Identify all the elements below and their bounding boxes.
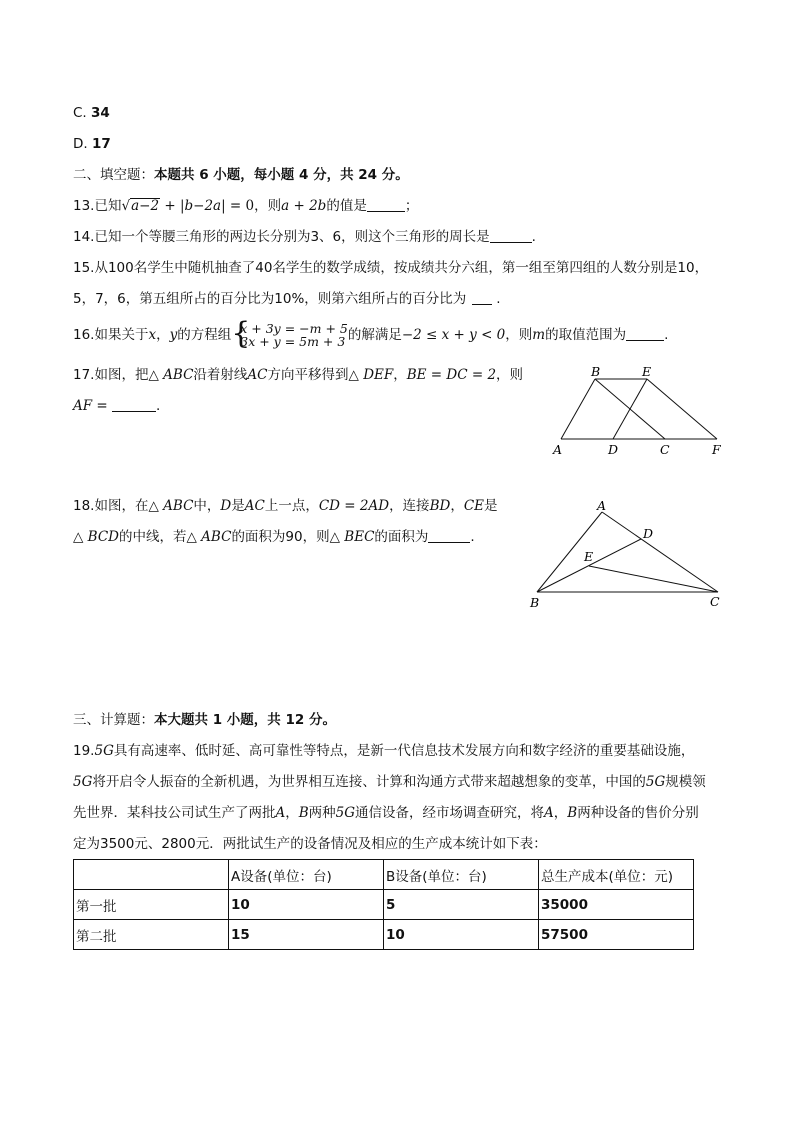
table-header-cell	[74, 860, 229, 890]
q17-condition: BE = DC = 2	[406, 367, 497, 383]
q14-answer-blank[interactable]	[490, 228, 532, 243]
question-19-line1	[73, 742, 694, 760]
q17-figure	[550, 362, 730, 460]
q16-text4: ，则	[505, 327, 533, 343]
q17-answer-blank[interactable]	[112, 397, 156, 412]
table-cell: 第一批	[74, 890, 229, 920]
q16-m: m	[532, 327, 546, 343]
q19-number: 19.	[73, 743, 95, 759]
table-row	[74, 890, 694, 920]
q16-end: .	[664, 327, 669, 343]
q19-5g-a: 5G	[94, 743, 114, 759]
q17-label-b: B	[591, 364, 601, 379]
table-row	[74, 920, 694, 950]
section3-desc: 本大题共 1 小题，共 12 分。	[154, 712, 336, 728]
q18-text3: 是	[231, 498, 245, 514]
q19-var-b1: B	[298, 805, 309, 821]
q18-text1: 18.如图，在	[73, 498, 149, 514]
q17-ask: AF =	[73, 398, 113, 414]
section3-heading	[73, 711, 336, 729]
q18-point-d: D	[220, 498, 232, 514]
option-d	[73, 135, 111, 153]
table-header-row	[74, 860, 694, 890]
q18-end: .	[470, 529, 475, 545]
table-cell: 57500	[539, 920, 694, 950]
q18-triangle-bec: △ BEC	[329, 529, 375, 545]
q17-segment-ab	[561, 379, 595, 439]
q13-abs-expr: b−2a	[184, 198, 222, 214]
q17-text2: 沿着射线	[193, 367, 248, 383]
q19-line3-e: 两种	[308, 805, 336, 821]
section2-desc: 本题共 6 小题，每小题 4 分，共 24 分。	[154, 167, 409, 183]
q15-line1: 15.从100名学生中随机抽查了40名学生的数学成绩，按成绩共分六组，第一组至第四组的人数分别是10，	[73, 260, 709, 276]
q16-y: y	[169, 327, 178, 343]
q13-end: ；	[404, 198, 419, 214]
table-cell: 15	[229, 920, 384, 950]
option-d-value: 17	[91, 136, 111, 152]
question-13: 13.已知√a−2 + |b−2a| = 0，则a + 2b的值是 ；	[73, 198, 419, 214]
q16-condition: −2 ≤ x + y < 0	[401, 327, 506, 343]
q15-answer-blank[interactable]	[472, 290, 492, 305]
q16-text3: 的解满足	[347, 327, 402, 343]
q18-answer-blank[interactable]	[428, 528, 470, 543]
question-17-line2	[73, 397, 160, 415]
q13-text: 已知	[94, 198, 122, 214]
q13-eq: | = 0	[221, 198, 255, 214]
q19-var-a2: A	[544, 805, 554, 821]
q16-eq1: x + 3y = −m + 5	[240, 321, 348, 336]
q18-text2: 中，	[193, 498, 221, 514]
q19-line3-a: 先世界．某科技公司试生产了两批	[73, 805, 276, 821]
q13-ask: 的值是	[326, 198, 367, 214]
q18-label-e: E	[584, 549, 594, 564]
q13-plus: + |	[160, 198, 185, 214]
q19-var-a1: A	[275, 805, 286, 821]
q17-label-f: F	[712, 442, 721, 457]
q19-5g-d: 5G	[335, 805, 356, 821]
question-15-line2	[73, 290, 501, 308]
q18-label-b: B	[530, 595, 540, 610]
q16-text2: 的方程组	[177, 327, 232, 343]
table-cell: 10	[384, 920, 539, 950]
q15-end: .	[496, 291, 501, 307]
q16-x: x	[148, 327, 157, 343]
table-cell: 第二批	[74, 920, 229, 950]
q19-5g-b: 5G	[73, 774, 93, 790]
q18-text5: ，连接	[389, 498, 430, 514]
q19-comma2: ，	[553, 805, 568, 821]
option-d-letter: D.	[73, 136, 88, 152]
table-cell: 35000	[539, 890, 694, 920]
q18-segment-bd	[537, 539, 641, 592]
q16-text1: 16.如果关于	[73, 327, 149, 343]
q19-comma1: ，	[285, 805, 299, 821]
q18-triangle-abc-2: △ ABC	[186, 529, 232, 545]
q18-triangle-abc: △ ABC	[148, 498, 194, 514]
q18-bd: BD	[429, 498, 451, 514]
q18-label-a: A	[597, 498, 607, 513]
q13-then: ，则	[254, 198, 282, 214]
q18-text7: 是	[484, 498, 498, 514]
option-c	[73, 104, 110, 122]
question-19-line2	[73, 773, 706, 791]
q14-end: .	[531, 229, 536, 245]
q18-ce: CE	[463, 498, 484, 514]
q18-text6: ，	[450, 498, 464, 514]
q17-triangle-def: △ DEF	[348, 367, 394, 383]
q17-text1: 17.如图，把	[73, 367, 149, 383]
q18-label-c: C	[710, 594, 720, 609]
q17-text5: ，则	[496, 367, 524, 383]
q17-text3: 方向平移得到	[267, 367, 349, 383]
q17-label-e: E	[642, 364, 652, 379]
table-header-cell: A设备(单位：台)	[229, 860, 384, 890]
option-c-letter: C.	[73, 105, 87, 121]
q17-label-d: D	[608, 442, 619, 457]
q18-condition: CD = 2AD	[318, 498, 390, 514]
q19-var-b2: B	[567, 805, 578, 821]
table-header-cell: B设备(单位：台)	[384, 860, 539, 890]
q16-comma: ，	[156, 327, 170, 343]
table-cell: 10	[229, 890, 384, 920]
q19-line2-text: 将开启令人振奋的全新机遇，为世界相互连接、计算和沟通方式带来超越想象的变革，中国的	[92, 774, 646, 790]
table-cell: 5	[384, 890, 539, 920]
q16-eq2: 3x + y = 5m + 3	[240, 334, 346, 349]
table-header-cell: 总生产成本(单位：元)	[539, 860, 694, 890]
q17-text4: ，	[393, 367, 407, 383]
q19-line2-end: 规模领	[665, 774, 706, 790]
q18-text10: 的面积为	[374, 529, 429, 545]
q17-segment-ef	[647, 379, 717, 439]
question-19-line3	[73, 804, 699, 822]
q19-line3-g: 通信设备，经市场调查研究，将	[355, 805, 545, 821]
q14-text: 14.已知一个等腰三角形的两边长分别为3、6，则这个三角形的周长是	[73, 229, 490, 245]
q18-text4: 上一点，	[264, 498, 319, 514]
section2-heading	[73, 166, 409, 184]
q18-figure	[525, 496, 730, 614]
section3-title: 三、计算题：	[73, 712, 154, 728]
q17-ray-ac: AC	[247, 367, 268, 383]
q13-radicand: a−2	[131, 198, 160, 214]
q19-5g-c: 5G	[645, 774, 666, 790]
q17-segment-ed	[613, 379, 647, 439]
q18-triangle-bcd: △ BCD	[73, 529, 119, 545]
question-16	[73, 318, 668, 352]
q18-text8: 的中线，若	[119, 529, 187, 545]
q18-segment-ac-text: AC	[244, 498, 265, 514]
q15-line2: 5，7，6，第五组所占的百分比为10%，则第六组所占的百分比为	[73, 291, 467, 307]
q17-end: .	[156, 398, 161, 414]
q17-triangle-abc: △ ABC	[148, 367, 194, 383]
q19-line4-text: 定为3500元、2800元．两批试生产的设备情况及相应的生产成本统计如下表：	[73, 836, 547, 852]
question-14	[73, 228, 536, 246]
q16-text5: 的取值范围为	[545, 327, 627, 343]
q13-expr: a + 2b	[281, 198, 327, 214]
q16-equation-system: { x + 3y = −m + 5 3x + y = 5m + 3	[231, 316, 348, 351]
q13-number: 13.	[73, 198, 95, 214]
section2-title: 二、填空题：	[73, 167, 154, 183]
q18-text9: 的面积为90，则	[231, 529, 330, 545]
q18-label-d: D	[643, 526, 654, 541]
q16-answer-blank[interactable]	[626, 326, 664, 341]
question-15-line1	[73, 259, 708, 277]
q19-line1-text: 具有高速率、低时延、高可靠性等特点，是新一代信息技术发展方向和数字经济的重要基础设施，	[113, 743, 695, 759]
question-18-line2	[73, 528, 475, 546]
question-17-line1	[73, 366, 523, 384]
q13-answer-blank[interactable]	[367, 197, 405, 212]
q19-line3-k: 两种设备的售价分别	[577, 805, 699, 821]
q19-table	[73, 859, 694, 950]
q17-label-c: C	[660, 442, 670, 457]
option-c-value: 34	[91, 105, 110, 121]
question-18-line1	[73, 497, 498, 515]
question-19-line4	[73, 835, 547, 853]
q17-label-a: A	[553, 442, 563, 457]
